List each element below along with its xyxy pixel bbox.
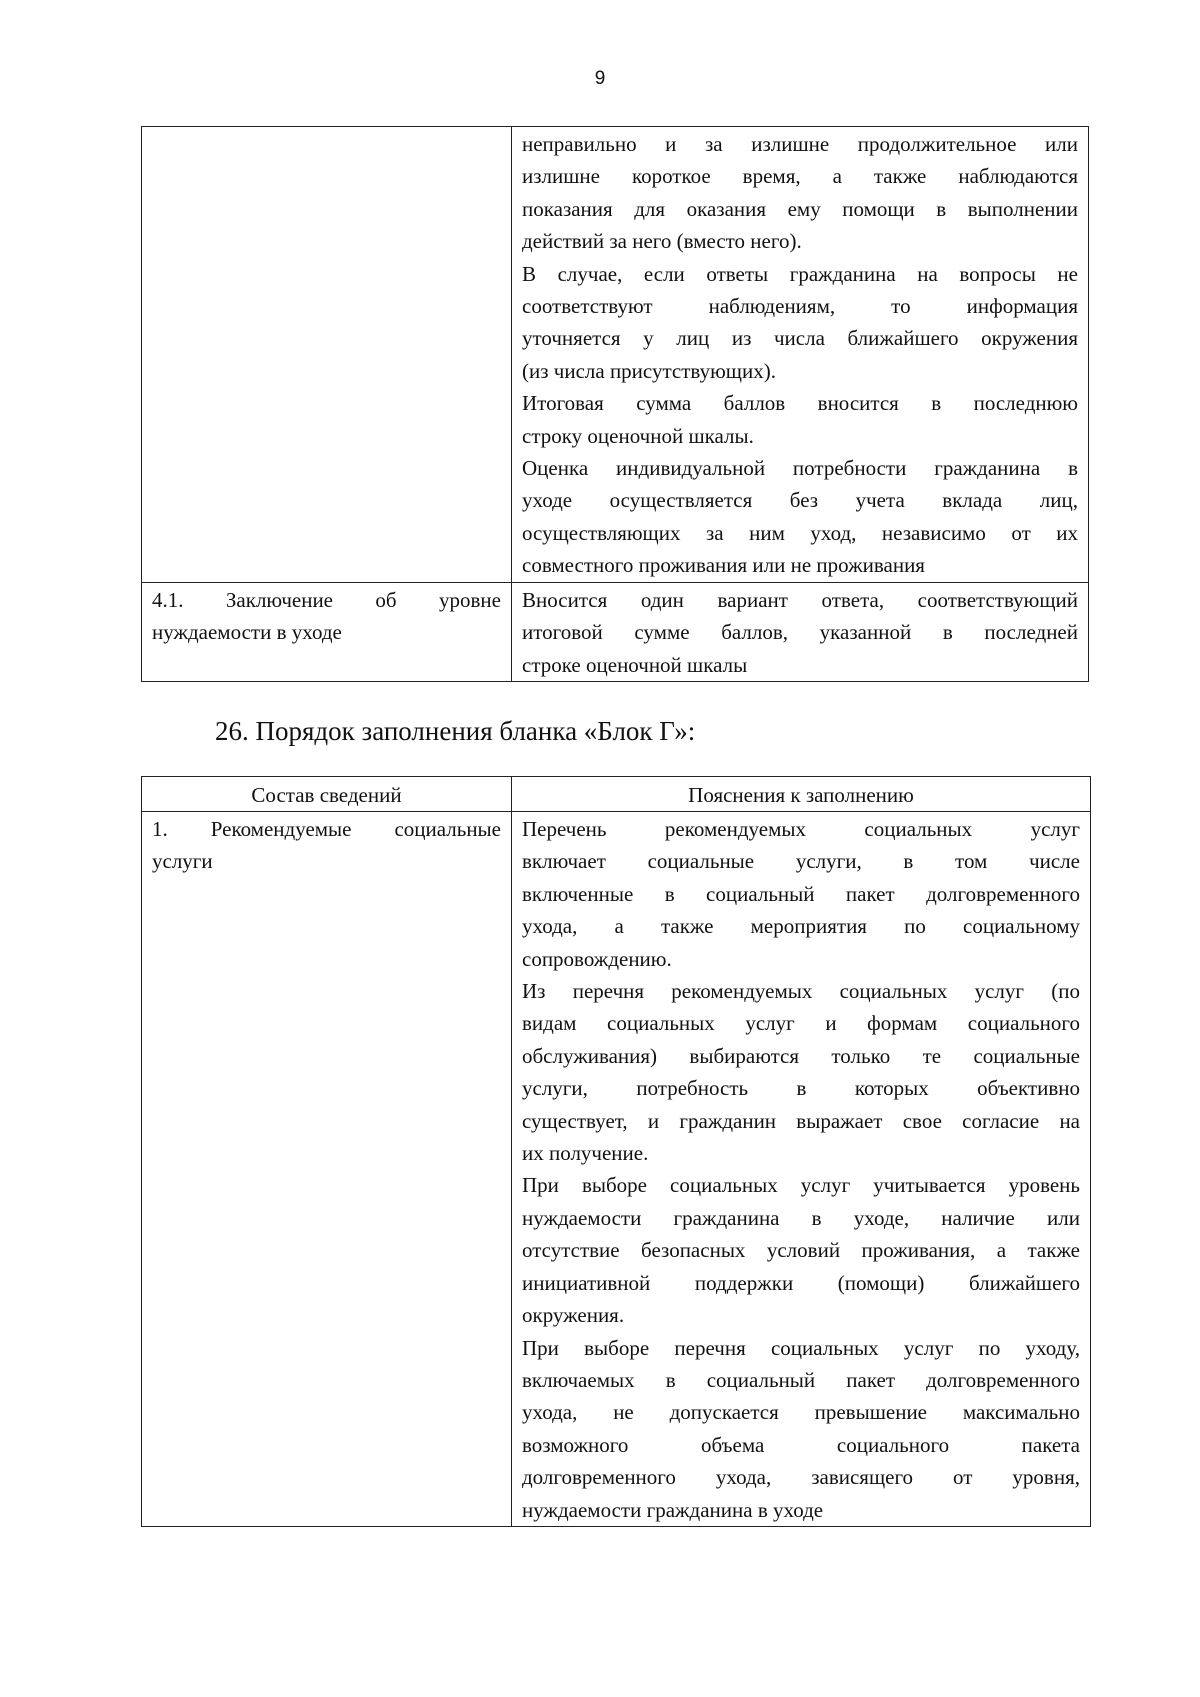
text-line: уточняется у лиц из числа ближайшего окружения [522, 326, 1078, 351]
text-line: строку оценочной шкалы. [522, 423, 754, 448]
table-cell-explanation [512, 812, 1091, 1527]
table-cell-label [142, 582, 512, 681]
text-line: 4.1. Заключение об уровне [152, 587, 501, 612]
text-line: показания для оказания ему помощи в выполнении [522, 196, 1078, 221]
text-line: долговременного ухода, зависящего от уровня, [522, 1465, 1080, 1490]
table-row [142, 812, 1091, 1527]
explanation-paragraph [522, 813, 1080, 975]
text-line: соответствуют наблюдениям, то информация [522, 294, 1078, 319]
text-line: Итоговая сумма баллов вносится в последнюю [522, 391, 1078, 416]
table-row [142, 582, 1089, 681]
table-cell-label [142, 812, 512, 1527]
text-line: Перечень рекомендуемых социальных услуг [522, 817, 1080, 841]
text-line: осуществляющих за ним уход, независимо от их [522, 520, 1078, 545]
column-header-composition: Состав сведений [142, 777, 512, 812]
explanation-paragraph [522, 128, 1078, 258]
table-cell-explanation [512, 582, 1089, 681]
text-line: услуги, потребность в которых объективно [522, 1076, 1080, 1101]
text-line: уходе осуществляется без учета вклада лиц, [522, 488, 1078, 513]
table-row [142, 127, 1089, 583]
text-line: нуждаемости в уходе [152, 620, 342, 645]
text-line: Из перечня рекомендуемых социальных услуг (по [522, 979, 1080, 1004]
text-line: сопровождению. [522, 946, 672, 971]
text-line: При выборе социальных услуг учитывается уровень [522, 1173, 1080, 1198]
section-heading: 26. Порядок заполнения бланка «Блок Г»: [215, 716, 696, 746]
explanation-paragraph [522, 452, 1078, 582]
page-number: 9 [594, 68, 606, 89]
text-line: действий за него (вместо него). [522, 229, 802, 254]
text-line: (из числа присутствующих). [522, 358, 776, 383]
table-cell-explanation [512, 127, 1089, 583]
table-cell-label [142, 127, 512, 583]
text-line: нуждаемости гражданина в уходе, наличие или [522, 1205, 1080, 1230]
text-line: ухода, не допускается превышение максимально [522, 1400, 1080, 1425]
explanation-paragraph [522, 387, 1078, 452]
text-line: При выборе перечня социальных услуг по уходу, [522, 1335, 1080, 1360]
explanation-paragraph [522, 1332, 1080, 1526]
column-header-explanations: Пояснения к заполнению [512, 777, 1091, 812]
text-line: совместного проживания или не проживания [522, 553, 925, 578]
block-g-table [141, 776, 1091, 1527]
text-line: инициативной поддержки (помощи) ближайшего [522, 1270, 1080, 1295]
text-line: их получение. [522, 1141, 649, 1166]
text-line: ухода, а также мероприятия по социальному [522, 914, 1080, 939]
text-line: нуждаемости гражданина в уходе [522, 1497, 824, 1522]
explanation-paragraph [522, 975, 1080, 1169]
text-line: строке оценочной шкалы [522, 652, 748, 677]
assessment-table-continued [141, 126, 1089, 682]
text-line: окружения. [522, 1303, 625, 1328]
text-line: неправильно и за излишне продолжительное или [522, 132, 1078, 156]
text-line: существует, и гражданин выражает свое согласие на [522, 1108, 1080, 1133]
text-line: включенные в социальный пакет долговременного [522, 881, 1080, 906]
text-line: итоговой сумме баллов, указанной в последней [522, 620, 1078, 645]
text-line: включает социальные услуги, в том числе [522, 849, 1080, 874]
text-line: 1. Рекомендуемые социальные [152, 817, 501, 841]
text-line: Вносится один вариант ответа, соответствующий [522, 587, 1078, 612]
text-line: обслуживания) выбираются только те социальные [522, 1043, 1080, 1068]
table-header-row [142, 777, 1091, 812]
text-line: Оценка индивидуальной потребности гражданина в [522, 456, 1078, 481]
text-line: услуги [152, 849, 213, 874]
text-line: включаемых в социальный пакет долговременного [522, 1367, 1080, 1392]
text-line: В случае, если ответы гражданина на вопросы не [522, 261, 1078, 286]
explanation-paragraph [522, 258, 1078, 388]
text-line: излишне короткое время, а также наблюдаются [522, 164, 1078, 189]
text-line: возможного объема социального пакета [522, 1432, 1080, 1457]
text-line: видам социальных услуг и формам социального [522, 1011, 1080, 1036]
explanation-paragraph [522, 1169, 1080, 1331]
text-line: отсутствие безопасных условий проживания, а также [522, 1238, 1080, 1263]
